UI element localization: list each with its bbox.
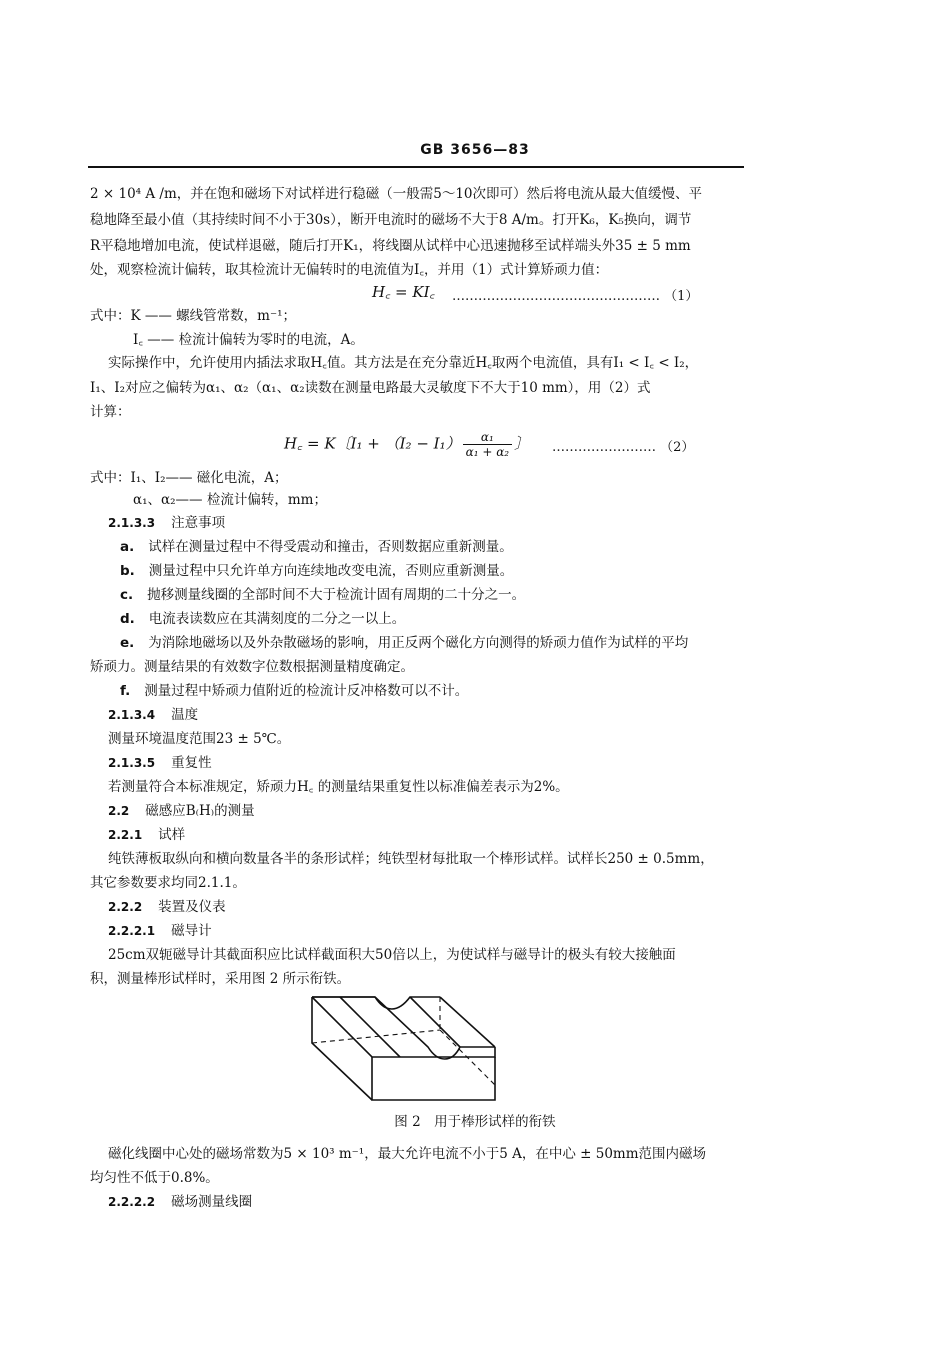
where1-k: 式中：K —— 螺线管常数，m⁻¹； bbox=[90, 308, 297, 324]
where2-a: α₁、α₂—— 检流计偏转，mm； bbox=[133, 492, 327, 508]
para2-line1: 实际操作中，允许使用内插法求取H꜀值。其方法是在充分靠近H꜀取两个电流值，具有I₁ < I꜀ < I₂， bbox=[108, 355, 699, 371]
section-2-2-2 bbox=[108, 897, 226, 917]
armature-figure bbox=[300, 985, 510, 1105]
section-title: 温度 bbox=[171, 707, 199, 723]
note-letter: a. bbox=[120, 539, 135, 555]
note-text: 测量过程中矫顽力值附近的检流计反冲格数可以不计。 bbox=[144, 683, 469, 699]
equation-2-numerator: α₁ bbox=[463, 430, 513, 445]
para1-line4: 处，观察检流计偏转，取其检流计无偏转时的电流值为I꜀，并用（1）式计算矫顽力值： bbox=[90, 262, 609, 278]
section-2-1-3-3 bbox=[108, 513, 225, 533]
note-text: 测量过程中只允许单方向连续地改变电流，否则应重新测量。 bbox=[148, 563, 514, 579]
section-2-2-1-body-1: 纯铁薄板取纵向和横向数量各半的条形试样；纯铁型材每批取一个棒形试样。试样长250 ± 0.5mm， bbox=[108, 851, 714, 867]
equation-2-fraction bbox=[463, 430, 513, 459]
note-letter: d. bbox=[120, 611, 135, 627]
section-2-1-3-5-body: 若测量符合本标准规定，矫顽力H꜀ 的测量结果重复性以标准偏差表示为2%。 bbox=[108, 779, 569, 795]
section-2-1-3-4-body: 测量环境温度范围23 ± 5℃。 bbox=[108, 731, 291, 747]
section-number: 2.1.3.4 bbox=[108, 708, 156, 722]
equation-2 bbox=[284, 430, 529, 459]
note-text: 试样在测量过程中不得受震动和撞击，否则数据应重新测量。 bbox=[148, 539, 513, 555]
section-2-2-2-1 bbox=[108, 921, 212, 941]
para3-line2: 均匀性不低于0.8%。 bbox=[90, 1170, 219, 1186]
section-title: 注意事项 bbox=[171, 515, 226, 531]
section-2-1-3-4 bbox=[108, 705, 198, 725]
section-number: 2.2.1 bbox=[108, 828, 143, 842]
figure-caption: 图 2 用于棒形试样的衔铁 bbox=[394, 1114, 556, 1130]
note-a bbox=[120, 537, 513, 557]
note-c bbox=[120, 585, 525, 605]
page-header-title: GB 3656—83 bbox=[420, 142, 530, 158]
section-title: 试样 bbox=[158, 827, 186, 843]
section-number: 2.1.3.3 bbox=[108, 516, 156, 530]
section-2-2 bbox=[108, 801, 255, 821]
header-rule bbox=[88, 166, 744, 168]
note-letter: c. bbox=[120, 587, 134, 603]
note-text: 抛移测量线圈的全部时间不大于检流计固有周期的二十分之一。 bbox=[147, 587, 526, 603]
section-title: 重复性 bbox=[171, 755, 212, 771]
section-2-2-1 bbox=[108, 825, 185, 845]
para1-line1: 2 × 10⁴ A /m，并在饱和磁场下对试样进行稳磁（一般需5～10次即可）然后将电流从最大值缓慢、平 bbox=[90, 186, 703, 202]
section-number: 2.2.2.1 bbox=[108, 924, 156, 938]
equation-2-number: …………………… （2） bbox=[552, 440, 695, 455]
equation-1-number: ………………………………………… （1） bbox=[452, 289, 699, 304]
note-f bbox=[120, 681, 468, 701]
section-number: 2.2 bbox=[108, 804, 130, 818]
note-b bbox=[120, 561, 513, 581]
para1-line3: R平稳地增加电流，使试样退磁，随后打开K₁，将线圈从试样中心迅速抛移至试样端头外35 ± 5 mm bbox=[90, 238, 691, 254]
section-2-1-3-5 bbox=[108, 753, 212, 773]
section-number: 2.2.2 bbox=[108, 900, 143, 914]
section-title: 磁导计 bbox=[171, 923, 212, 939]
section-2-2-1-body-2: 其它参数要求均同2.1.1。 bbox=[90, 875, 246, 891]
section-number: 2.2.2.2 bbox=[108, 1195, 156, 1209]
note-letter: f. bbox=[120, 683, 131, 699]
equation-2-lhs: H꜀ = K〔I₁ + （I₂ − I₁） bbox=[284, 434, 461, 453]
section-title: 磁场测量线圈 bbox=[171, 1194, 253, 1210]
section-2-2-2-1-body-1: 25cm双轭磁导计其截面积应比试样截面积大50倍以上，为使试样与磁导计的极头有较大接触面 bbox=[108, 947, 676, 963]
note-text: 电流表读数应在其满刻度的二分之一以上。 bbox=[148, 611, 406, 627]
para1-line2: 稳地降至最小值（其持续时间不小于30s），断开电流时的磁场不大于8 A/m。打开K₆，K₅换向，调节 bbox=[90, 212, 692, 228]
section-title: 装置及仪表 bbox=[158, 899, 226, 915]
equation-1: H꜀ = KI꜀ bbox=[372, 283, 435, 301]
section-2-2-2-2 bbox=[108, 1192, 252, 1212]
note-text: 为消除地磁场以及外杂散磁场的影响，用正反两个磁化方向测得的矫顽力值作为试样的平均 bbox=[148, 635, 689, 651]
note-letter: e. bbox=[120, 635, 135, 651]
note-letter: b. bbox=[120, 563, 135, 579]
where1-ic: I꜀ —— 检流计偏转为零时的电流，A。 bbox=[133, 332, 364, 348]
note-d bbox=[120, 609, 405, 629]
where2-i: 式中：I₁、I₂—— 磁化电流，A； bbox=[90, 470, 288, 486]
section-title: 磁感应B₍H₎的测量 bbox=[145, 803, 255, 819]
equation-2-denominator: α₁ + α₂ bbox=[465, 445, 510, 459]
para3-line1: 磁化线圈中心处的磁场常数为5 × 10³ m⁻¹，最大允许电流不小于5 A，在中心 ± 50mm范围内磁场 bbox=[108, 1146, 707, 1162]
note-e bbox=[120, 633, 688, 653]
section-2-2-2-1-body-2: 积，测量棒形试样时，采用图 2 所示衔铁。 bbox=[90, 971, 351, 987]
para2-line2: I₁、I₂对应之偏转为α₁、α₂（α₁、α₂读数在测量电路最大灵敏度下不大于10 mm），用（2）式 bbox=[90, 380, 651, 396]
para2-line3: 计算： bbox=[90, 404, 131, 420]
section-number: 2.1.3.5 bbox=[108, 756, 156, 770]
equation-2-rhs: 〕 bbox=[514, 434, 530, 453]
note-e-continued: 矫顽力。测量结果的有效数字位数根据测量精度确定。 bbox=[90, 659, 414, 675]
